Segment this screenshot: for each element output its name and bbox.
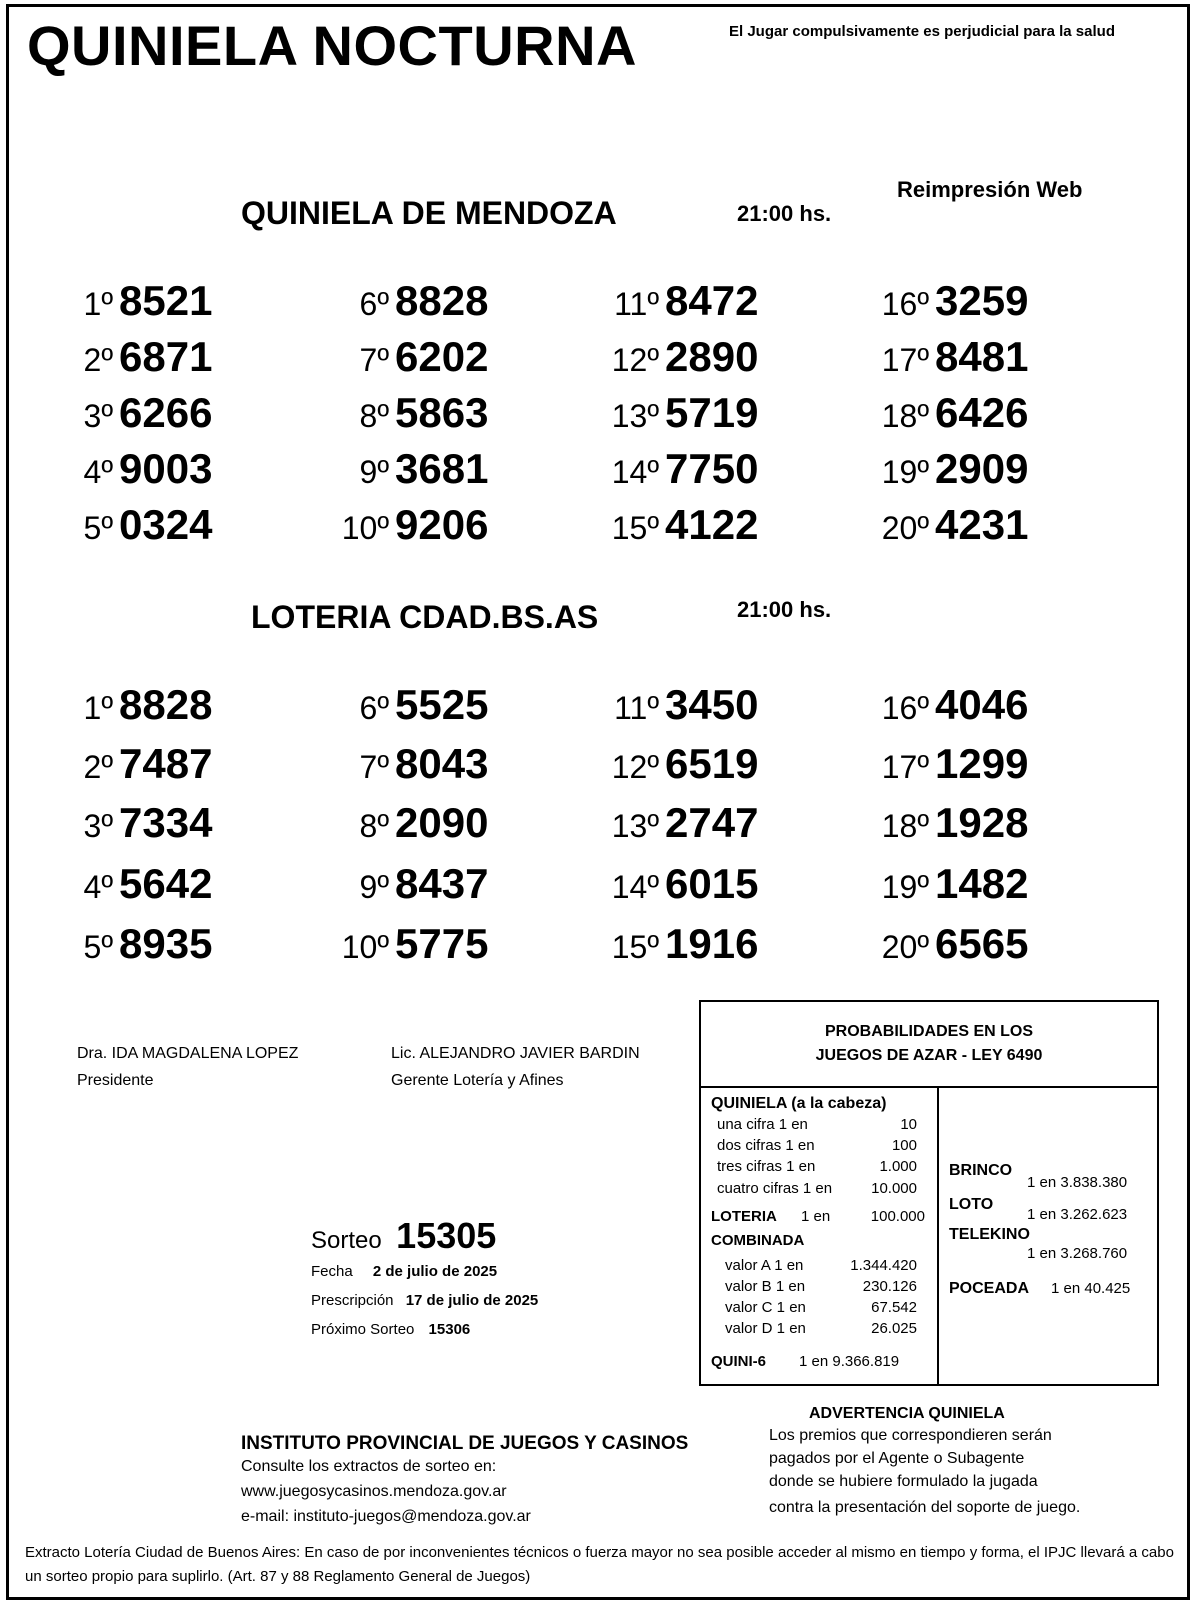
result-position: 20º [881, 510, 929, 546]
result-cell [327, 333, 488, 381]
result-number: 3681 [395, 445, 489, 492]
result-position: 10º [341, 929, 389, 965]
result-number: 1482 [935, 860, 1029, 907]
result-number: 2909 [935, 445, 1029, 492]
result-cell [327, 277, 488, 325]
result-position: 5º [83, 510, 113, 546]
combinada-row-value: 67.542 [871, 1299, 917, 1316]
result-cell [597, 860, 758, 908]
result-position: 13º [611, 808, 659, 844]
signature-role: Gerente Lotería y Afines [391, 1072, 564, 1089]
result-number: 5642 [119, 860, 213, 907]
section-title-buenos-aires: LOTERIA CDAD.BS.AS [251, 599, 599, 635]
combinada-row-value: 26.025 [871, 1320, 917, 1337]
result-number: 8481 [935, 333, 1029, 380]
quiniela-row-value: 1.000 [879, 1158, 917, 1175]
result-cell [597, 799, 758, 847]
result-position: 6º [359, 690, 389, 726]
result-cell [597, 389, 758, 437]
loteria-value: 100.000 [870, 1208, 925, 1225]
result-position: 14º [611, 454, 659, 490]
result-number: 3450 [665, 681, 759, 728]
result-position: 16º [881, 286, 929, 322]
result-number: 4046 [935, 681, 1029, 728]
sorteo-line [311, 1215, 496, 1257]
combinada-row-label: valor B 1 en [725, 1278, 806, 1295]
institute-consult: Consulte los extractos de sorteo en: [241, 1458, 497, 1475]
prescripcion-line [311, 1292, 538, 1309]
signature-president [77, 1044, 298, 1091]
result-position: 9º [359, 869, 389, 905]
result-cell [597, 740, 758, 788]
institute-website: www.juegosycasinos.mendoza.gov.ar [241, 1483, 507, 1500]
result-cell [327, 740, 488, 788]
sorteo-label: Sorteo [311, 1227, 382, 1254]
fecha-line [311, 1263, 497, 1280]
institute-email: e-mail: instituto-juegos@mendoza.gov.ar [241, 1508, 531, 1525]
result-position: 8º [359, 398, 389, 434]
result-cell [327, 860, 488, 908]
result-position: 4º [83, 869, 113, 905]
result-number: 8437 [395, 860, 489, 907]
health-warning: El Jugar compulsivamente es perjudicial para la salud [729, 23, 1115, 40]
prescripcion-value: 17 de julio de 2025 [405, 1292, 539, 1309]
result-number: 3259 [935, 277, 1029, 324]
result-number: 7750 [665, 445, 759, 492]
result-position: 20º [881, 929, 929, 965]
result-cell [327, 920, 488, 968]
result-cell [867, 860, 1028, 908]
result-cell [69, 860, 212, 908]
result-cell [867, 277, 1028, 325]
combinada-row-value: 230.126 [862, 1278, 917, 1295]
result-number: 2890 [665, 333, 759, 380]
result-number: 4122 [665, 501, 759, 548]
result-cell [327, 445, 488, 493]
result-cell [597, 920, 758, 968]
advertencia-line: contra la presentación del soporte de juego. [769, 1499, 1081, 1516]
result-position: 19º [881, 869, 929, 905]
quiniela-row-label: cuatro cifras 1 en [717, 1180, 833, 1197]
combinada-row-value: 1.344.420 [850, 1257, 917, 1274]
result-cell [867, 445, 1028, 493]
result-position: 7º [359, 749, 389, 785]
result-cell [69, 445, 212, 493]
loto-label: LOTO [949, 1196, 994, 1213]
result-position: 12º [611, 342, 659, 378]
result-number: 9003 [119, 445, 213, 492]
quiniela-row-label: tres cifras 1 en [717, 1158, 816, 1175]
result-cell [327, 681, 488, 729]
quiniela-row-value: 100 [891, 1137, 917, 1154]
result-position: 8º [359, 808, 389, 844]
result-number: 5775 [395, 920, 489, 967]
probabilities-title-line1: PROBABILIDADES EN LOS [824, 1023, 1033, 1040]
result-cell [69, 333, 212, 381]
section-time-mendoza: 21:00 hs. [737, 201, 832, 226]
result-position: 7º [359, 342, 389, 378]
result-number: 5719 [665, 389, 759, 436]
result-number: 1299 [935, 740, 1029, 787]
result-position: 3º [83, 398, 113, 434]
result-position: 18º [881, 398, 929, 434]
result-position: 15º [611, 510, 659, 546]
result-number: 6519 [665, 740, 759, 787]
signature-name: Lic. ALEJANDRO JAVIER BARDIN [391, 1045, 640, 1062]
result-cell [69, 799, 212, 847]
result-cell [327, 501, 488, 549]
result-position: 12º [611, 749, 659, 785]
result-number: 6871 [119, 333, 213, 380]
footer-note: Extracto Lotería Ciudad de Buenos Aires: En caso de por inconvenientes técnicos o fuerza mayor no sea posible acceder al mismo en tiempo y forma, el IPJC llevará a cabo un sorteo propio para suplirlo. (Art. 87 y 88 Reglamento General de Juegos) [25, 1544, 1174, 1585]
telekino-label: TELEKINO [949, 1226, 1030, 1243]
result-number: 8828 [119, 681, 213, 728]
result-number: 7487 [119, 740, 213, 787]
result-number: 0324 [119, 501, 213, 548]
quiniela-row-label: dos cifras 1 en [717, 1137, 815, 1154]
result-position: 10º [341, 510, 389, 546]
result-position: 1º [83, 286, 113, 322]
combinada-heading: COMBINADA [711, 1232, 805, 1249]
probabilities-title-line2: JUEGOS DE AZAR - LEY 6490 [815, 1047, 1043, 1064]
probabilities-divider [937, 1088, 939, 1384]
result-cell [867, 920, 1028, 968]
fecha-value: 2 de julio de 2025 [372, 1263, 498, 1280]
result-position: 2º [83, 342, 113, 378]
signature-name: Dra. IDA MAGDALENA LOPEZ [77, 1045, 299, 1062]
probabilities-header [701, 1002, 1157, 1088]
brinco-label: BRINCO [949, 1162, 1013, 1179]
advertencia-line: donde se hubiere formulado la jugada [769, 1473, 1038, 1490]
proximo-label: Próximo Sorteo [311, 1321, 415, 1338]
result-number: 2747 [665, 799, 759, 846]
loteria-label: LOTERIA [711, 1208, 777, 1225]
section-time-buenos-aires: 21:00 hs. [737, 597, 832, 622]
result-position: 19º [881, 454, 929, 490]
proximo-value: 15306 [428, 1321, 471, 1338]
fecha-label: Fecha [311, 1263, 353, 1280]
result-number: 6015 [665, 860, 759, 907]
result-number: 6266 [119, 389, 213, 436]
section-title-mendoza: QUINIELA DE MENDOZA [241, 195, 617, 231]
page-title: QUINIELA NOCTURNA [27, 14, 637, 77]
result-position: 4º [83, 454, 113, 490]
result-cell [867, 501, 1028, 549]
sorteo-number: 15305 [396, 1215, 497, 1256]
result-cell [597, 681, 758, 729]
result-cell [597, 277, 758, 325]
result-cell [69, 920, 212, 968]
result-cell [69, 740, 212, 788]
combinada-row-label: valor D 1 en [725, 1320, 806, 1337]
result-number: 6202 [395, 333, 489, 380]
result-position: 9º [359, 454, 389, 490]
result-position: 1º [83, 690, 113, 726]
quini6-value: 1 en 9.366.819 [799, 1353, 900, 1370]
result-cell [69, 501, 212, 549]
result-number: 5863 [395, 389, 489, 436]
result-number: 8472 [665, 277, 759, 324]
poceada-label: POCEADA [949, 1280, 1030, 1297]
result-number: 5525 [395, 681, 489, 728]
quini6-label: QUINI-6 [711, 1353, 767, 1370]
loto-value: 1 en 3.262.623 [1027, 1206, 1128, 1223]
result-number: 8043 [395, 740, 489, 787]
result-cell [597, 445, 758, 493]
result-number: 1928 [935, 799, 1029, 846]
result-cell [867, 799, 1028, 847]
result-position: 5º [83, 929, 113, 965]
telekino-value: 1 en 3.268.760 [1027, 1245, 1128, 1262]
combinada-row-label: valor C 1 en [725, 1299, 806, 1316]
proximo-line [311, 1321, 470, 1338]
combinada-row-label: valor A 1 en [725, 1257, 804, 1274]
result-number: 6426 [935, 389, 1029, 436]
advertencia-line: Los premios que correspondieren serán [769, 1427, 1052, 1444]
result-cell [597, 333, 758, 381]
result-position: 17º [881, 749, 929, 785]
result-position: 11º [614, 690, 659, 726]
quiniela-row-value: 10.000 [871, 1180, 917, 1197]
quiniela-heading: QUINIELA (a la cabeza) [711, 1095, 887, 1112]
quiniela-row-value: 10 [900, 1116, 917, 1133]
result-position: 3º [83, 808, 113, 844]
result-number: 1916 [665, 920, 759, 967]
result-position: 17º [881, 342, 929, 378]
probabilities-box [699, 1000, 1159, 1386]
quiniela-row-label: una cifra 1 en [717, 1116, 808, 1133]
result-number: 8828 [395, 277, 489, 324]
advertencia-title: ADVERTENCIA QUINIELA [809, 1405, 1005, 1422]
advertencia-line: pagados por el Agente o Subagente [769, 1450, 1025, 1467]
institute-title: INSTITUTO PROVINCIAL DE JUEGOS Y CASINOS [241, 1433, 689, 1454]
result-number: 7334 [119, 799, 213, 846]
result-position: 14º [611, 869, 659, 905]
result-cell [69, 389, 212, 437]
result-number: 8935 [119, 920, 213, 967]
result-cell [597, 501, 758, 549]
result-position: 11º [614, 286, 659, 322]
result-number: 9206 [395, 501, 489, 548]
signature-role: Presidente [77, 1072, 154, 1089]
result-cell [327, 389, 488, 437]
result-cell [867, 333, 1028, 381]
brinco-value: 1 en 3.838.380 [1027, 1174, 1128, 1191]
result-number: 6565 [935, 920, 1029, 967]
result-cell [867, 740, 1028, 788]
result-number: 2090 [395, 799, 489, 846]
result-number: 8521 [119, 277, 213, 324]
result-cell [867, 681, 1028, 729]
result-cell [327, 799, 488, 847]
prescripcion-label: Prescripción [311, 1292, 394, 1309]
result-position: 15º [611, 929, 659, 965]
loteria-en: 1 en [801, 1208, 831, 1225]
poceada-value: 1 en 40.425 [1051, 1280, 1131, 1297]
result-position: 6º [359, 286, 389, 322]
reprint-label: Reimpresión Web [897, 177, 1083, 202]
result-cell [69, 681, 212, 729]
result-cell [867, 389, 1028, 437]
result-position: 16º [881, 690, 929, 726]
result-number: 4231 [935, 501, 1029, 548]
result-position: 13º [611, 398, 659, 434]
result-cell [69, 277, 212, 325]
signature-manager [391, 1044, 640, 1091]
result-position: 18º [881, 808, 929, 844]
result-position: 2º [83, 749, 113, 785]
